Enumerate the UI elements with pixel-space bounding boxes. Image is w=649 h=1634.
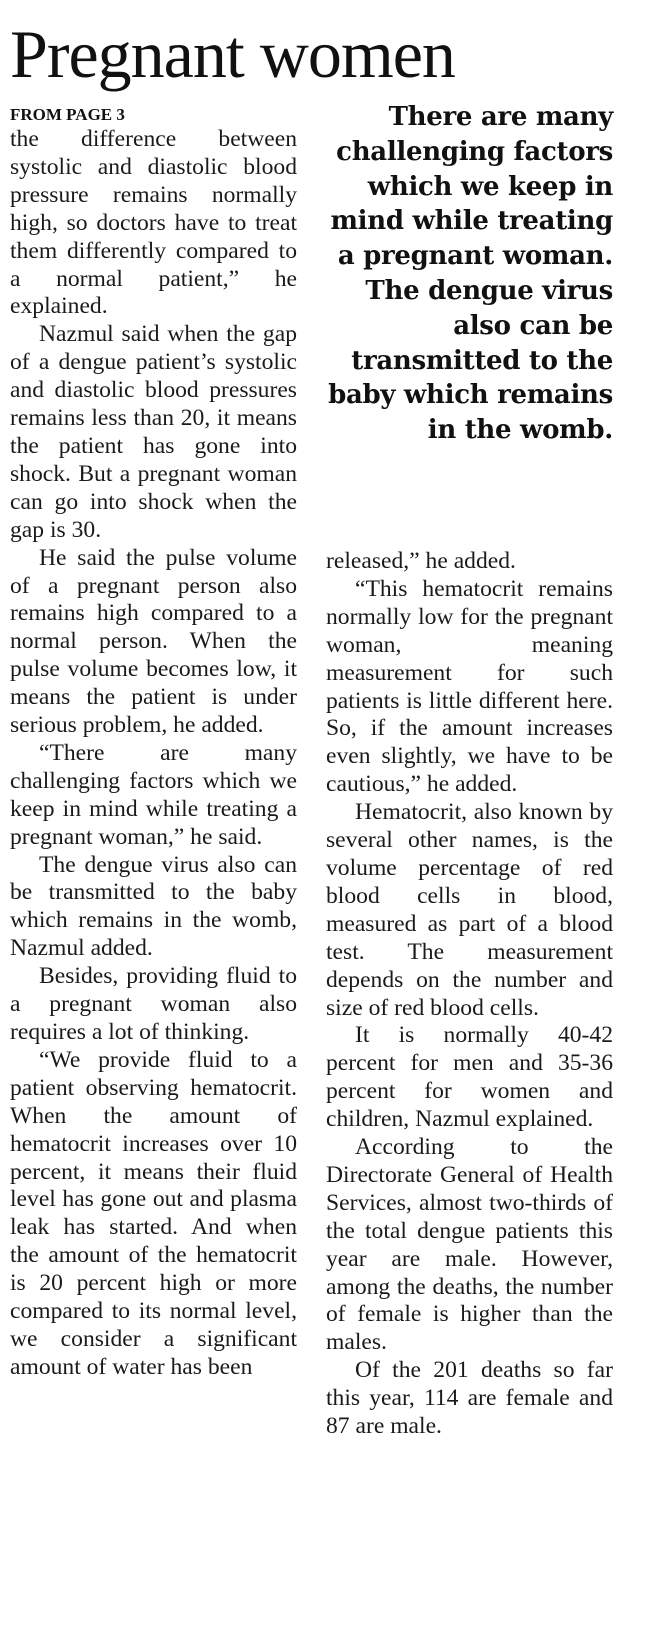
article-column-left bbox=[10, 126, 297, 1382]
pull-quote: There are many challenging factors which we keep in mind while treating a pregnant woman. The dengue virus also can be transmitted to the baby which remains in the womb. bbox=[328, 102, 613, 446]
paragraph: Nazmul said when the gap of a dengue patient’s systolic and diastolic blood pressures remains less than 20, it means the patient has gone into shock. But a pregnant woman can go into shock when the gap is 30. bbox=[10, 321, 297, 543]
paragraph: Besides, providing fluid to a pregnant woman also requires a lot of thinking. bbox=[10, 963, 297, 1045]
paragraph: It is normally 40-42 percent for men and 35-36 percent for women and children, Nazmul explained. bbox=[326, 1022, 613, 1133]
continued-from-label: FROM PAGE 3 bbox=[10, 105, 125, 124]
paragraph: The dengue virus also can be transmitted to the baby which remains in the womb, Nazmul added. bbox=[10, 851, 297, 962]
paragraph: Hematocrit, also known by several other names, is the volume percentage of red blood cells in blood, measured as part of a blood test. The measurement depends on the number and size of red blood cells. bbox=[326, 799, 613, 1021]
headline: Pregnant women bbox=[10, 16, 455, 92]
paragraph: He said the pulse volume of a pregnant person also remains high compared to a normal person. When the pulse volume becomes low, it means the patient is under serious problem, he added. bbox=[10, 544, 297, 739]
paragraph: According to the Directorate General of Health Services, almost two-thirds of the total dengue patients this year are male. However, among the deaths, the number of female is higher than the males. bbox=[326, 1134, 613, 1356]
paragraph: “We provide fluid to a patient observing hematocrit. When the amount of hematocrit increases over 10 percent, it means their fluid level has gone out and plasma leak has started. And when the amount of the hematocrit is 20 percent high or more compared to its normal level, we consider a significant amount of water has been bbox=[10, 1046, 297, 1380]
article-column-right bbox=[326, 548, 613, 1441]
paragraph: “There are many challenging factors which we keep in mind while treating a pregnant woman,” he said. bbox=[10, 739, 297, 850]
paragraph: released,” he added. bbox=[326, 548, 516, 574]
paragraph: “This hematocrit remains normally low for the pregnant woman, meaning measurement for such patients is little different here. So, if the amount increases even slightly, we have to be cautious,” he added. bbox=[326, 575, 613, 798]
paragraph: Of the 201 deaths so far this year, 114 are female and 87 are male. bbox=[326, 1357, 613, 1440]
paragraph: the difference between systolic and diastolic blood pressure remains normally high, so doctors have to treat them differently compared to a normal patient,” he explained. bbox=[10, 126, 297, 320]
